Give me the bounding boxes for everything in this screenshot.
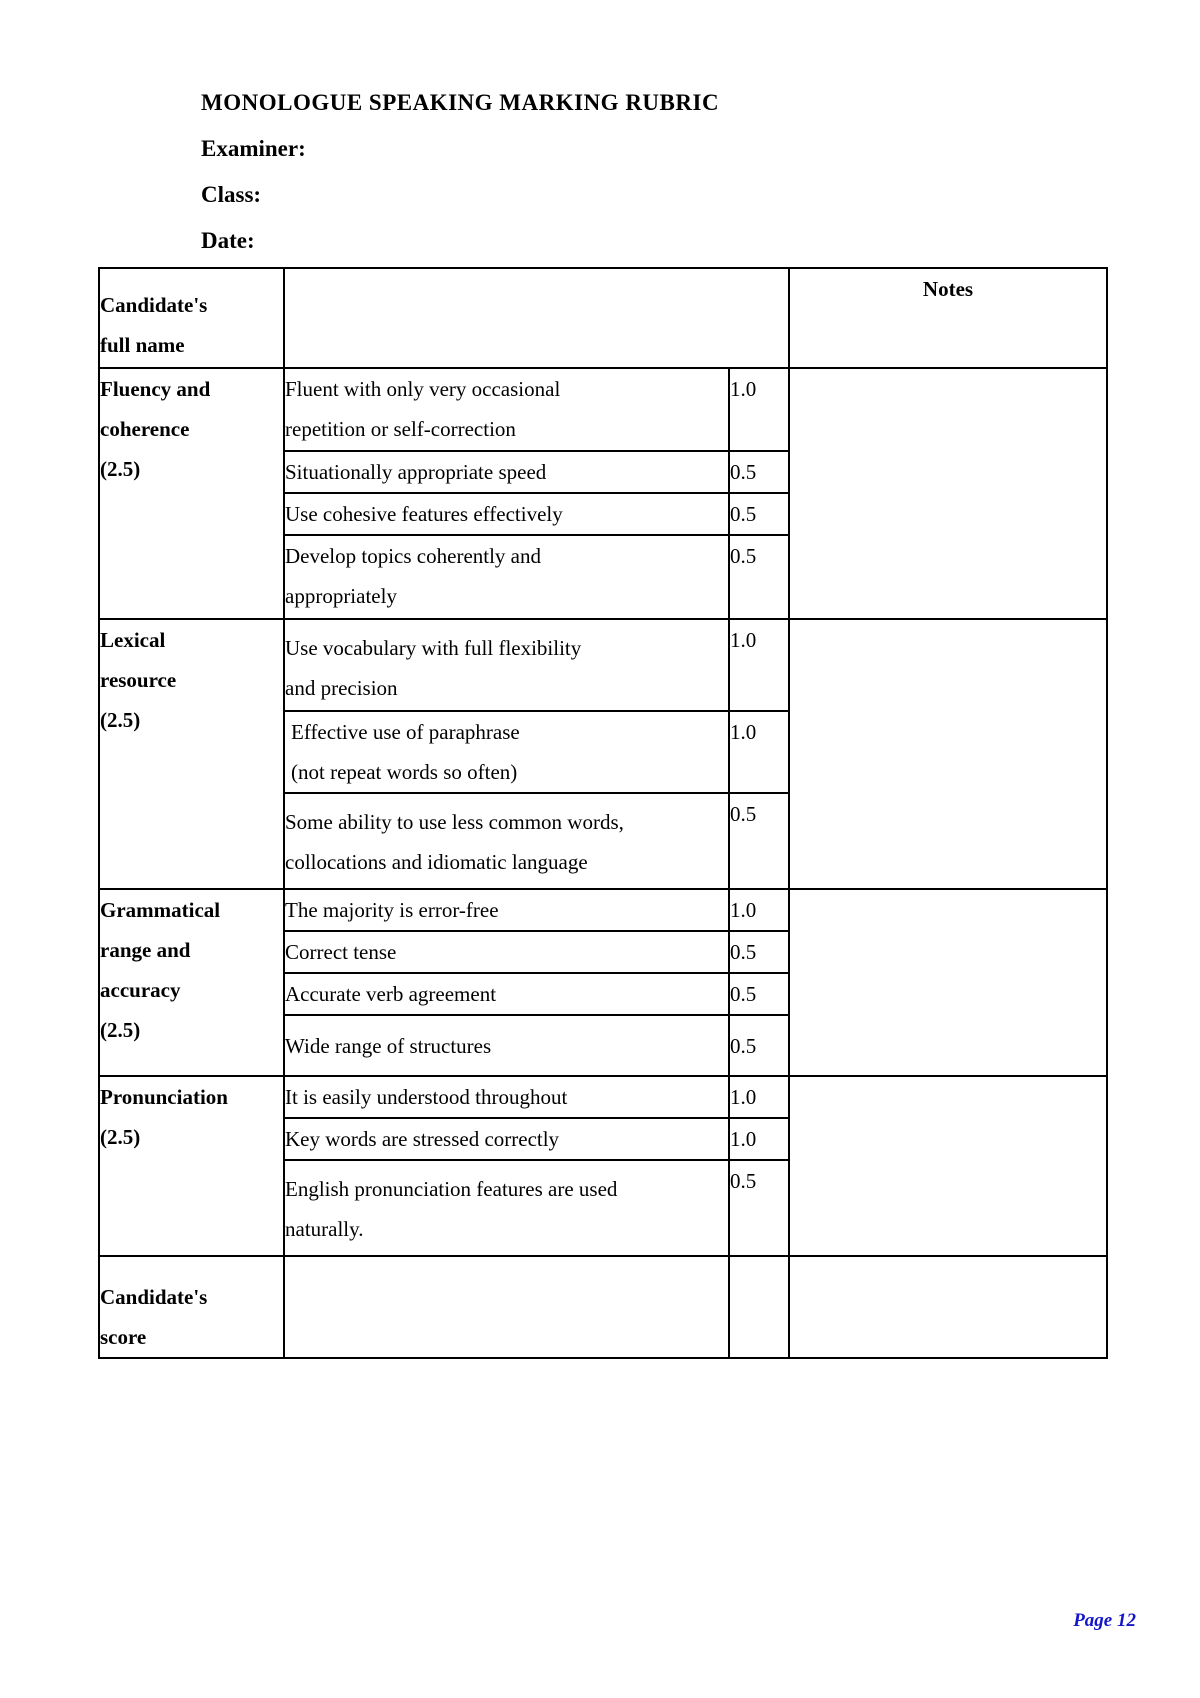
name-label-line-2: full name bbox=[100, 333, 185, 357]
section-weight: (2.5) bbox=[100, 1018, 141, 1042]
criterion-text: Develop topics coherently and bbox=[285, 544, 541, 568]
criterion-cell bbox=[284, 368, 729, 451]
criterion-cell bbox=[284, 535, 729, 619]
criterion-cell bbox=[284, 931, 729, 973]
table-row bbox=[99, 619, 1107, 711]
section-label-line: Fluency and bbox=[100, 377, 211, 401]
criterion-text: Some ability to use less common words, bbox=[285, 810, 624, 834]
section-label-line: range and bbox=[100, 938, 191, 962]
criterion-text: repetition or self-correction bbox=[285, 417, 516, 441]
score-points-cell[interactable] bbox=[729, 1256, 789, 1358]
section-label-line: Grammatical bbox=[100, 898, 221, 922]
name-label-cell bbox=[99, 268, 284, 368]
criterion-text: English pronunciation features are used bbox=[285, 1177, 618, 1201]
criterion-cell bbox=[284, 619, 729, 711]
criterion-cell bbox=[284, 1015, 729, 1076]
criterion-cell bbox=[284, 451, 729, 493]
criterion-text: Situationally appropriate speed bbox=[285, 460, 547, 484]
name-label-line-1: Candidate's bbox=[100, 293, 208, 317]
criterion-text: Effective use of paraphrase bbox=[291, 720, 520, 744]
criterion-text: It is easily understood throughout bbox=[285, 1085, 568, 1109]
notes-cell-pronunciation[interactable] bbox=[789, 1076, 1107, 1256]
notes-cell-grammar[interactable] bbox=[789, 889, 1107, 1076]
criterion-text: collocations and idiomatic language bbox=[285, 850, 588, 874]
table-row bbox=[99, 368, 1107, 451]
criterion-cell bbox=[284, 711, 729, 793]
section-weight: (2.5) bbox=[100, 457, 141, 481]
points-cell: 0.5 bbox=[729, 1015, 789, 1076]
name-row bbox=[99, 268, 1107, 368]
criterion-text: Use vocabulary with full flexibility bbox=[285, 636, 582, 660]
section-label-grammar bbox=[99, 889, 284, 1076]
criterion-text: Key words are stressed correctly bbox=[285, 1127, 560, 1151]
page-number: Page 12 bbox=[1073, 1610, 1136, 1631]
points-cell: 1.0 bbox=[729, 889, 789, 931]
points-cell: 1.0 bbox=[729, 368, 789, 451]
section-weight: (2.5) bbox=[100, 1125, 141, 1149]
points-cell: 0.5 bbox=[729, 793, 789, 889]
points-cell: 0.5 bbox=[729, 973, 789, 1015]
notes-cell-fluency[interactable] bbox=[789, 368, 1107, 619]
criterion-text: Accurate verb agreement bbox=[285, 982, 497, 1006]
points-cell: 0.5 bbox=[729, 1160, 789, 1256]
criterion-cell bbox=[284, 1076, 729, 1118]
points-cell: 1.0 bbox=[729, 1118, 789, 1160]
criterion-cell bbox=[284, 1160, 729, 1256]
table-row bbox=[99, 889, 1107, 931]
criterion-text: Wide range of structures bbox=[285, 1034, 492, 1058]
page-title: MONOLOGUE SPEAKING MARKING RUBRIC bbox=[201, 90, 720, 115]
criterion-text: Correct tense bbox=[285, 940, 397, 964]
criterion-text: Use cohesive features effectively bbox=[285, 502, 563, 526]
criterion-text: appropriately bbox=[285, 584, 397, 608]
points-cell: 1.0 bbox=[729, 619, 789, 711]
rubric-table bbox=[98, 267, 1108, 1359]
criterion-cell bbox=[284, 793, 729, 889]
score-label-line-1: Candidate's bbox=[100, 1285, 208, 1309]
points-cell: 0.5 bbox=[729, 451, 789, 493]
section-label-line: resource bbox=[100, 668, 177, 692]
examiner-label: Examiner: bbox=[201, 136, 306, 161]
points-cell: 1.0 bbox=[729, 711, 789, 793]
points-cell: 0.5 bbox=[729, 931, 789, 973]
section-label-line: coherence bbox=[100, 417, 190, 441]
date-label: Date: bbox=[201, 228, 255, 253]
criterion-text: naturally. bbox=[285, 1217, 364, 1241]
table-row bbox=[99, 1076, 1107, 1118]
criterion-cell bbox=[284, 493, 729, 535]
section-label-lexical bbox=[99, 619, 284, 889]
criterion-text: and precision bbox=[285, 676, 398, 700]
score-label-cell bbox=[99, 1256, 284, 1358]
criterion-cell bbox=[284, 1118, 729, 1160]
section-weight: (2.5) bbox=[100, 708, 141, 732]
criterion-text: (not repeat words so often) bbox=[291, 760, 518, 784]
notes-cell-lexical[interactable] bbox=[789, 619, 1107, 889]
class-label: Class: bbox=[201, 182, 262, 207]
document-header bbox=[201, 80, 719, 264]
points-cell: 0.5 bbox=[729, 535, 789, 619]
score-value-cell[interactable] bbox=[284, 1256, 729, 1358]
section-label-line: Lexical bbox=[100, 628, 166, 652]
criterion-text: Fluent with only very occasional bbox=[285, 377, 561, 401]
points-cell: 1.0 bbox=[729, 1076, 789, 1118]
criterion-cell bbox=[284, 973, 729, 1015]
score-notes-cell[interactable] bbox=[789, 1256, 1107, 1358]
section-label-line: accuracy bbox=[100, 978, 181, 1002]
criterion-cell bbox=[284, 889, 729, 931]
section-label-line: Pronunciation bbox=[100, 1085, 228, 1109]
notes-header: Notes bbox=[789, 268, 1107, 368]
name-value-cell[interactable] bbox=[284, 268, 789, 368]
score-row bbox=[99, 1256, 1107, 1358]
section-label-fluency bbox=[99, 368, 284, 619]
section-label-pronunciation bbox=[99, 1076, 284, 1256]
criterion-text: The majority is error-free bbox=[285, 898, 499, 922]
score-label-line-2: score bbox=[100, 1325, 147, 1349]
points-cell: 0.5 bbox=[729, 493, 789, 535]
